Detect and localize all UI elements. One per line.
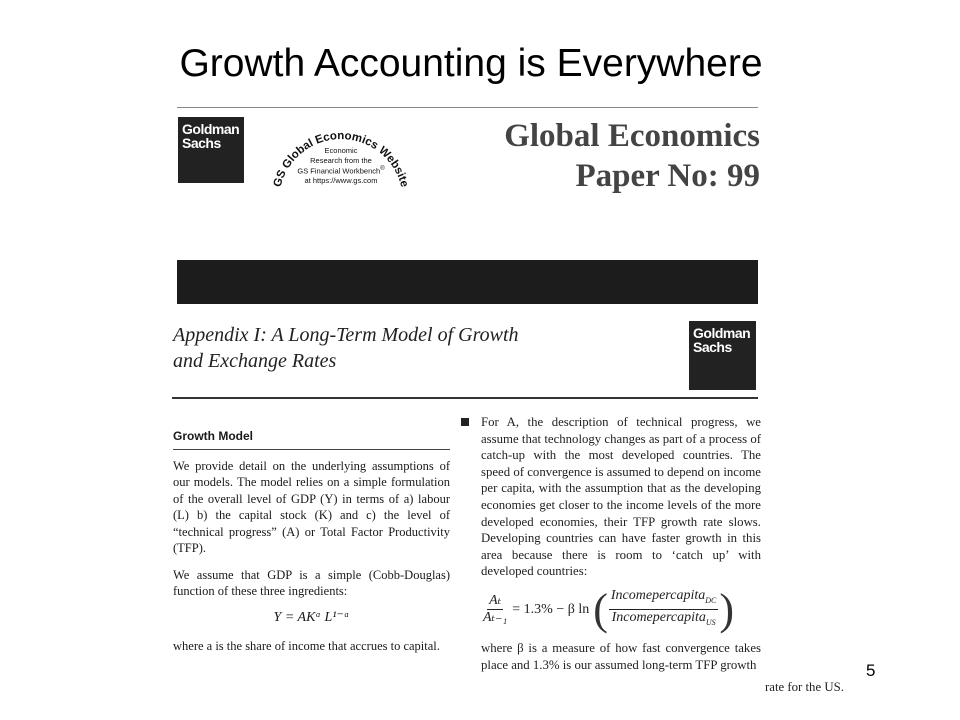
tfp-equation — [481, 584, 761, 634]
paragraph: We assume that GDP is a simple (Cobb-Douglas) function of these three ingredients: — [173, 567, 450, 598]
logo-line-2: Sachs — [182, 135, 221, 151]
stamp-text — [296, 146, 386, 186]
slide-title: Growth Accounting is Everywhere — [179, 42, 763, 85]
paragraph: where β is a measure of how fast convergence takes place and 1.3% is our assumed long-term TFP growth — [481, 640, 761, 672]
paragraph: For A, the description of technical progress, we assume that technology changes as part of a process of catch-up with the most developed countries. The speed of convergence is assumed to depend on income per capita, with the assumption that as the developing economies get closer to the income levels of the more developed economies, their TFP growth rate slows. Developing countries can have faster growth in this area because there is room to ‘catch up’ with developed countries: — [481, 415, 761, 579]
stamp-line-4: at https://www.gs.com — [304, 176, 378, 185]
left-column — [173, 428, 450, 665]
appendix-title-line-1: Appendix I: A Long-Term Model of Growth — [173, 324, 519, 346]
stamp-line-3: GS Financial Workbench® — [297, 166, 385, 176]
goldman-sachs-logo-small — [689, 321, 756, 390]
paragraph: where a is the share of income that accrues to capital. — [173, 639, 440, 653]
equation-lhs: $\frac{\text{Aₜ}}{\text{Aₜ₋₁}}$ — [483, 592, 508, 626]
stamp-line-2: Research from the — [310, 155, 372, 165]
logo-line-2: Sachs — [693, 339, 732, 355]
goldman-sachs-logo — [178, 117, 244, 183]
bullet-icon — [461, 418, 469, 426]
left-paren-icon: ( — [593, 584, 608, 634]
right-column — [481, 414, 761, 673]
website-stamp — [266, 112, 414, 198]
logo-line-1: Goldman — [182, 121, 240, 137]
section-title: Growth Model — [173, 428, 450, 450]
stamp-line-1: Economic — [324, 146, 358, 155]
overflow-text: rate for the US. — [765, 680, 844, 694]
paragraph: We provide detail on the underlying assumptions of our models. The model relies on a simple formulation of the overall level of GDP (Y) in terms of a) labour (L) b) the capital stock (K) and c) the level of “technical progress” (A) or Total Factor Productivity (TFP). — [173, 458, 450, 555]
paper-number: Paper No: 99 — [575, 158, 760, 194]
equation-rhs: $\frac{Incomepercapita_{DC}}{Incomepercapita_{US}}$ — [610, 588, 717, 628]
header-bar — [177, 260, 758, 304]
top-rule — [177, 107, 758, 108]
page-number: 5 — [866, 661, 876, 680]
cobb-douglas-equation: Y = AKᵅ L¹⁻ᵅ — [273, 609, 350, 625]
appendix-title-line-2: and Exchange Rates — [173, 350, 337, 372]
appendix-title — [173, 322, 673, 374]
svg-text:GS Global Economics Website: GS Global Economics Website — [271, 130, 411, 189]
section-rule — [172, 397, 758, 399]
equation-middle: = 1.3% − β ln — [512, 601, 590, 617]
series-title: Global Economics — [504, 118, 760, 154]
logo-line-1: Goldman — [693, 325, 751, 341]
right-paren-icon: ) — [719, 584, 735, 634]
